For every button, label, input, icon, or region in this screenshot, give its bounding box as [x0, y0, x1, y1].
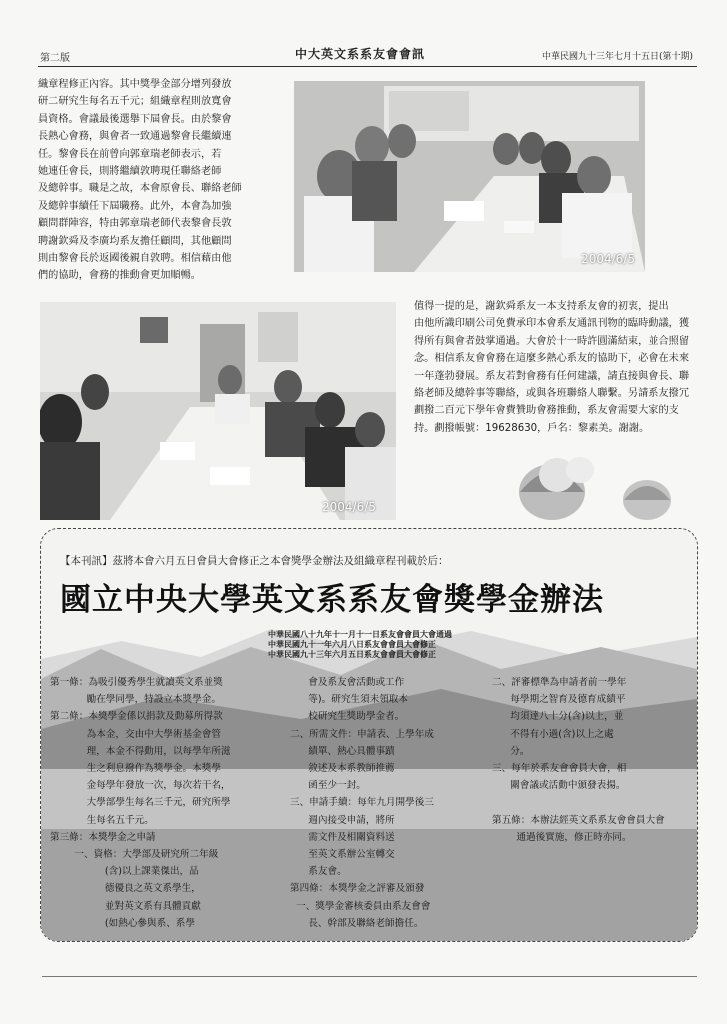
- article-paragraph-1: 織章程修正內容。其中獎學金部分增列發放 研二研究生每名五千元；組織章程則放寬會 員資格。會議最後選舉下屆會長。由於黎會 長熱心會務，與會者一致通過黎會長繼續連 任。黎會長在前曾向郭章瑞老師表示，若 她連任會長，則將繼續敦聘現任聯絡老師 及總幹事。職是之故，本會原會長、聯絡老師 及總幹事續任下屆職務。此外，本會為加強 顧問群陣容，特由郭章瑞老師代表黎會長敦 聘謝欽舜及李廣均系友擔任顧問，其他顧問 則由黎會長於返國後親自敦聘。相信藉由他 們的協助，會務的推動會更加順暢。: [38, 79, 242, 282]
- page-number: 第二版: [40, 53, 70, 64]
- articles-column-2: 會及系友會活動或工作 等)。研究生須未領取本 校研究生獎助學金者。 二、所需文件：申請表、上學年成 績單、熱心具體事蹟 敘述及本系教師推薦 函至少一封。 三、申請手續：每年九月開學後三 週內接受申請，將所 需文件及相關資料送 至英文系辦公室轉交 系友會。 第四條：本獎學金之評審及頒發 一、獎學金審核委員由系友會會 長、幹部及聯絡老師擔任。: [290, 677, 434, 929]
- photo-1-date: 2004/6/5: [581, 252, 635, 266]
- articles-column-3: 二、評審標準為申請者前一學年 每學期之智育及德育成績平 均須達八十分(含)以上，並 不得有小過(含)以上之處 分。 三、每年於系友會會員大會，相 關會議或活動中頒發表揚。 第五條：本辦法經英文系系友會會員大會 通過後實施，修正時亦同。: [492, 677, 665, 843]
- footer-rule: [42, 976, 697, 977]
- photo-2-date: 2004/6/5: [322, 500, 376, 514]
- newsletter-title: 中大英文系系友會會訊: [294, 47, 425, 61]
- articles-column-1: 第一條：為吸引優秀學生就讀英文系並獎 勵在學同學，特設立本獎學金。 第二條：本獎學金係以捐款及動募所得款 為本金，交由中大學術基金會管 理，本金不得動用，以每學年所滋 生之利息撥作為獎學金。本獎學 金每學年發放一次，每次若干名， 大學部學生每名三千元，研究所學 生每名五千元。 第三條：本獎學金之申請 一、資格：大學部及研究所二年級 (含)以上課業傑出，品 德優良之英文系學生， 並對英文系有具體貢獻 (如熱心參與系、系學: [50, 677, 231, 929]
- revision-date: 中華民國八十九年十一月十一日系友會會員大會通過: [268, 630, 452, 639]
- article-paragraph-2: 值得一提的是，謝欽舜系友一本支持系友會的初衷，提出 由他所識印刷公司免費承印本會系友通訊刊物的臨時動議，獲 得所有與會者鼓掌通過。大會於十一時許圓滿結束，並合照留 念。相信系友會會務在這麼多熱心系友的協助下，必會在未來 一年蓬勃發展。系友若對會務有任何建議，請直接與會長、聯 絡老師及總幹事等聯絡，或與各班聯絡人聯繫。另請系友撥冗 劃撥二百元下學年會費贊助會務推動，系友會需要大家的支 持。劃撥帳號：19628630，戶名：黎素美。謝謝。: [414, 301, 690, 434]
- revision-history: [268, 630, 452, 660]
- notice-intro: 【本刊訊】茲將本會六月五日會員大會修正之本會獎學金辦法及組織章程刊載於后：: [60, 555, 449, 567]
- issue-date: 中華民國九十三年七月十五日(第十期): [541, 52, 693, 62]
- header-rule: [38, 66, 697, 67]
- revision-date: 中華民國九十三年六月五日系友會會員大會修正: [268, 650, 436, 659]
- scholarship-title: 國立中央大學英文系系友會獎學金辦法: [60, 582, 604, 618]
- revision-date: 中華民國九十一年六月八日系友會會員大會修正: [268, 640, 436, 649]
- hatching-chick-illustration: [512, 442, 672, 527]
- meeting-photo-2: [40, 302, 396, 520]
- meeting-photo-1: [294, 81, 645, 272]
